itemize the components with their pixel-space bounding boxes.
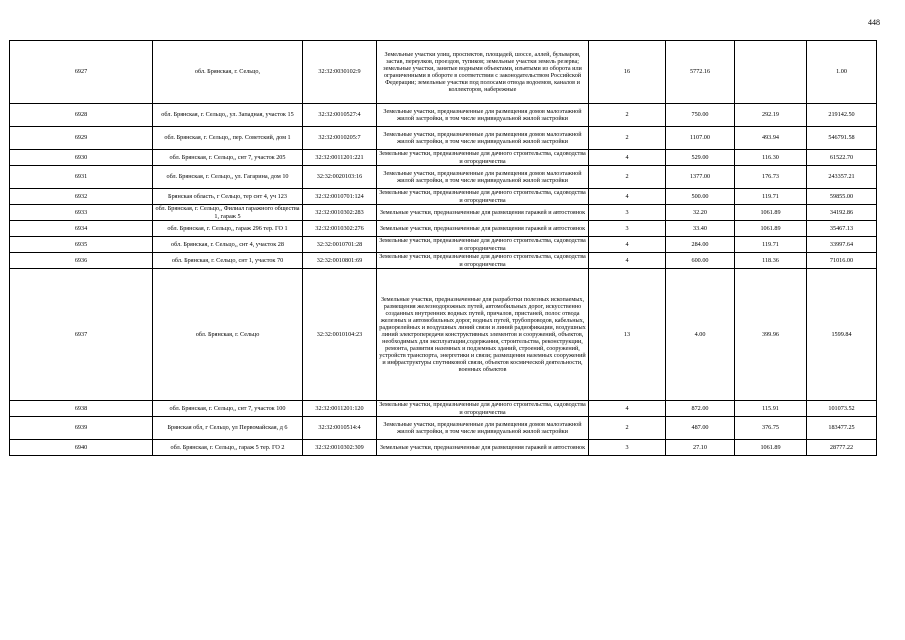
- cadastral-value-cell: 219142.50: [807, 104, 877, 127]
- row-number-cell: 6933: [10, 205, 153, 221]
- table-row: [10, 401, 877, 417]
- table-row: [10, 150, 877, 166]
- cadastral-value-cell: 71016.00: [807, 253, 877, 269]
- address-cell: обл. Брянская, г. Сельцо,: [153, 41, 303, 104]
- table-row: [10, 253, 877, 269]
- table-row: [10, 189, 877, 205]
- row-number-cell: 6929: [10, 127, 153, 150]
- table-row: [10, 104, 877, 127]
- row-number-cell: 6927: [10, 41, 153, 104]
- cadastral-value-cell: 243357.21: [807, 166, 877, 189]
- specific-value-cell: 119.71: [735, 189, 807, 205]
- specific-value-cell: 376.75: [735, 417, 807, 440]
- area-cell: 5772.16: [666, 41, 735, 104]
- specific-value-cell: 116.30: [735, 150, 807, 166]
- row-number-cell: 6935: [10, 237, 153, 253]
- land-category-cell: Земельные участки, предназначенные для размещения гаражей и автостоянок: [377, 221, 589, 237]
- area-cell: 872.00: [666, 401, 735, 417]
- category-code-cell: 2: [589, 417, 666, 440]
- address-cell: Брянская обл, г Сельцо, ул Первомайская, д 6: [153, 417, 303, 440]
- land-category-cell: Земельные участки, предназначенные для разработки полезных ископаемых, размещения железнодорожных путей, автомобильных дорог, искусственно созданных внутренних водных путей, причалов, пристаней, полос отвода железных и автомобильных дорог, водных путей, трубопроводов, кабельных, радиорелейных и воздушных линий связи и линий радиофикации, воздушных линий электропередачи конструктивных элементов и сооружений, объектов, необходимых для эксплуатации,содержания, строительства, реконструкции, ремонта, развития наземных и подземных зданий, строений, сооружений, устройств транспорта, энергетики и связи; размещения наземных сооружений и инфраструктуры спутниковой связи, объектов космической деятельности, военных объектов: [377, 269, 589, 401]
- cadastral-value-cell: 35467.13: [807, 221, 877, 237]
- specific-value-cell: 176.73: [735, 166, 807, 189]
- row-number-cell: 6928: [10, 104, 153, 127]
- table-row: [10, 417, 877, 440]
- table-row: [10, 269, 877, 401]
- land-category-cell: Земельные участки, предназначенные для размещения домов малоэтажной жилой застройки, в том числе индивидуальной жилой застройки: [377, 166, 589, 189]
- address-cell: обл. Брянская, г. Сельцо,, ул. Гагарина, дом 10: [153, 166, 303, 189]
- land-category-cell: Земельные участки, предназначенные для дачного строительства, садоводства и огородничества: [377, 253, 589, 269]
- row-number-cell: 6931: [10, 166, 153, 189]
- area-cell: 33.40: [666, 221, 735, 237]
- category-code-cell: 4: [589, 150, 666, 166]
- cadastral-value-cell: 33997.64: [807, 237, 877, 253]
- land-category-cell: Земельные участки, предназначенные для дачного строительства, садоводства и огородничества: [377, 401, 589, 417]
- category-code-cell: 3: [589, 440, 666, 456]
- category-code-cell: 4: [589, 237, 666, 253]
- cadastral-number-cell: 32:32:0011201:120: [303, 401, 377, 417]
- land-category-cell: Земельные участки, предназначенные для размещения домов малоэтажной жилой застройки, в том числе индивидуальной жилой застройки: [377, 417, 589, 440]
- row-number-cell: 6932: [10, 189, 153, 205]
- specific-value-cell: 1061.89: [735, 221, 807, 237]
- cadastral-value-cell: 1599.84: [807, 269, 877, 401]
- cadastral-number-cell: 32:32:0010205:7: [303, 127, 377, 150]
- specific-value-cell: 119.71: [735, 237, 807, 253]
- area-cell: 500.00: [666, 189, 735, 205]
- cadastral-value-cell: 34192.86: [807, 205, 877, 221]
- area-cell: 284.00: [666, 237, 735, 253]
- specific-value-cell: 399.96: [735, 269, 807, 401]
- table-row: [10, 237, 877, 253]
- cadastral-value-cell: 183477.25: [807, 417, 877, 440]
- cadastral-number-cell: 32:32:0030102:9: [303, 41, 377, 104]
- table-row: [10, 166, 877, 189]
- area-cell: 32.20: [666, 205, 735, 221]
- address-cell: обл. Брянская, г. Сельцо,, снт 7, участок 100: [153, 401, 303, 417]
- category-code-cell: 2: [589, 166, 666, 189]
- table-row: [10, 205, 877, 221]
- cadastral-number-cell: 32:32:0010514:4: [303, 417, 377, 440]
- address-cell: обл. Брянская, г. Сельцо,, снт 4, участок 28: [153, 237, 303, 253]
- address-cell: обл. Брянская, г. Сельцо,, снт 7, участок 205: [153, 150, 303, 166]
- area-cell: 1107.00: [666, 127, 735, 150]
- area-cell: 600.00: [666, 253, 735, 269]
- area-cell: 487.00: [666, 417, 735, 440]
- cadastral-value-cell: 546791.58: [807, 127, 877, 150]
- cadastral-number-cell: 32:32:0010302:309: [303, 440, 377, 456]
- specific-value-cell: 292.19: [735, 104, 807, 127]
- land-category-cell: Земельные участки, предназначенные для дачного строительства, садоводства и огородничества: [377, 237, 589, 253]
- category-code-cell: 4: [589, 189, 666, 205]
- category-code-cell: 2: [589, 127, 666, 150]
- land-category-cell: Земельные участки, предназначенные для размещения домов малоэтажной жилой застройки, в том числе индивидуальной жилой застройки: [377, 127, 589, 150]
- cadastral-number-cell: 32:32:0010302:276: [303, 221, 377, 237]
- specific-value-cell: 1061.89: [735, 440, 807, 456]
- area-cell: 1377.00: [666, 166, 735, 189]
- address-cell: обл. Брянская, г. Сельцо, снт 1, участок 70: [153, 253, 303, 269]
- row-number-cell: 6938: [10, 401, 153, 417]
- address-cell: обл. Брянская, г. Сельцо,, пер. Советский, дом 1: [153, 127, 303, 150]
- land-category-cell: Земельные участки, предназначенные для размещения домов малоэтажной жилой застройки, в том числе индивидуальной жилой застройки: [377, 104, 589, 127]
- table-row: [10, 41, 877, 104]
- row-number-cell: 6936: [10, 253, 153, 269]
- specific-value-cell: [735, 41, 807, 104]
- specific-value-cell: 118.36: [735, 253, 807, 269]
- row-number-cell: 6939: [10, 417, 153, 440]
- cadastral-number-cell: 32:32:0010104:23: [303, 269, 377, 401]
- cadastral-value-cell: 61522.70: [807, 150, 877, 166]
- address-cell: обл. Брянская, г. Сельцо: [153, 269, 303, 401]
- category-code-cell: 3: [589, 221, 666, 237]
- page-number: 448: [868, 18, 880, 27]
- category-code-cell: 13: [589, 269, 666, 401]
- category-code-cell: 16: [589, 41, 666, 104]
- land-category-cell: Земельные участки, предназначенные для размещения гаражей и автостоянок: [377, 440, 589, 456]
- row-number-cell: 6934: [10, 221, 153, 237]
- cadastral-number-cell: 32:32:0010701:28: [303, 237, 377, 253]
- table-row: [10, 221, 877, 237]
- category-code-cell: 3: [589, 205, 666, 221]
- land-category-cell: Земельные участки, предназначенные для размещения гаражей и автостоянок: [377, 205, 589, 221]
- cadastral-value-cell: 101073.52: [807, 401, 877, 417]
- table-row: [10, 440, 877, 456]
- land-category-cell: Земельные участки, предназначенные для дачного строительства, садоводства и огородничества: [377, 189, 589, 205]
- row-number-cell: 6937: [10, 269, 153, 401]
- land-category-cell: Земельные участки, предназначенные для дачного строительства, садоводства и огородничества: [377, 150, 589, 166]
- row-number-cell: 6930: [10, 150, 153, 166]
- table-body: [10, 41, 877, 456]
- cadastral-value-table: [9, 40, 877, 456]
- cadastral-number-cell: 32:32:0010527:4: [303, 104, 377, 127]
- row-number-cell: 6940: [10, 440, 153, 456]
- cadastral-number-cell: 32:32:0010701:124: [303, 189, 377, 205]
- area-cell: 27.10: [666, 440, 735, 456]
- address-cell: обл. Брянская, г. Сельцо,, ул. Западная, участок 15: [153, 104, 303, 127]
- cadastral-value-cell: 1.00: [807, 41, 877, 104]
- address-cell: Брянская область, г Сельцо, тер снт 4, уч 123: [153, 189, 303, 205]
- specific-value-cell: 115.91: [735, 401, 807, 417]
- category-code-cell: 4: [589, 253, 666, 269]
- area-cell: 529.00: [666, 150, 735, 166]
- cadastral-value-cell: 59855.00: [807, 189, 877, 205]
- specific-value-cell: 493.94: [735, 127, 807, 150]
- land-category-cell: Земельные участки улиц, проспектов, площадей, шоссе, аллей, бульваров, застав, переулков, проездов, тупиков; земельные участки земель резерва; земельные участки, занятые водными объектами, изъятыми из оборота или ограниченными в обороте в соответствии с законодательством Российской Федерации; земельные участки под полосами отвода водоемов, каналов и коллекторов, набережные: [377, 41, 589, 104]
- area-cell: 750.00: [666, 104, 735, 127]
- cadastral-number-cell: 32:32:0020103:16: [303, 166, 377, 189]
- area-cell: 4.00: [666, 269, 735, 401]
- address-cell: обл. Брянская, г. Сельцо,, гараж 296 тер. ГО 1: [153, 221, 303, 237]
- cadastral-value-cell: 28777.22: [807, 440, 877, 456]
- address-cell: обл. Брянская, г. Сельцо,, гараж 5 тер. ГО 2: [153, 440, 303, 456]
- cadastral-number-cell: 32:32:0010302:283: [303, 205, 377, 221]
- cadastral-number-cell: 32:32:0010801:69: [303, 253, 377, 269]
- specific-value-cell: 1061.89: [735, 205, 807, 221]
- cadastral-number-cell: 32:32:0011201:221: [303, 150, 377, 166]
- address-cell: обл. Брянская, г. Сельцо,, Филиал гаражного общества 1, гараж 5: [153, 205, 303, 221]
- category-code-cell: 4: [589, 401, 666, 417]
- category-code-cell: 2: [589, 104, 666, 127]
- table-row: [10, 127, 877, 150]
